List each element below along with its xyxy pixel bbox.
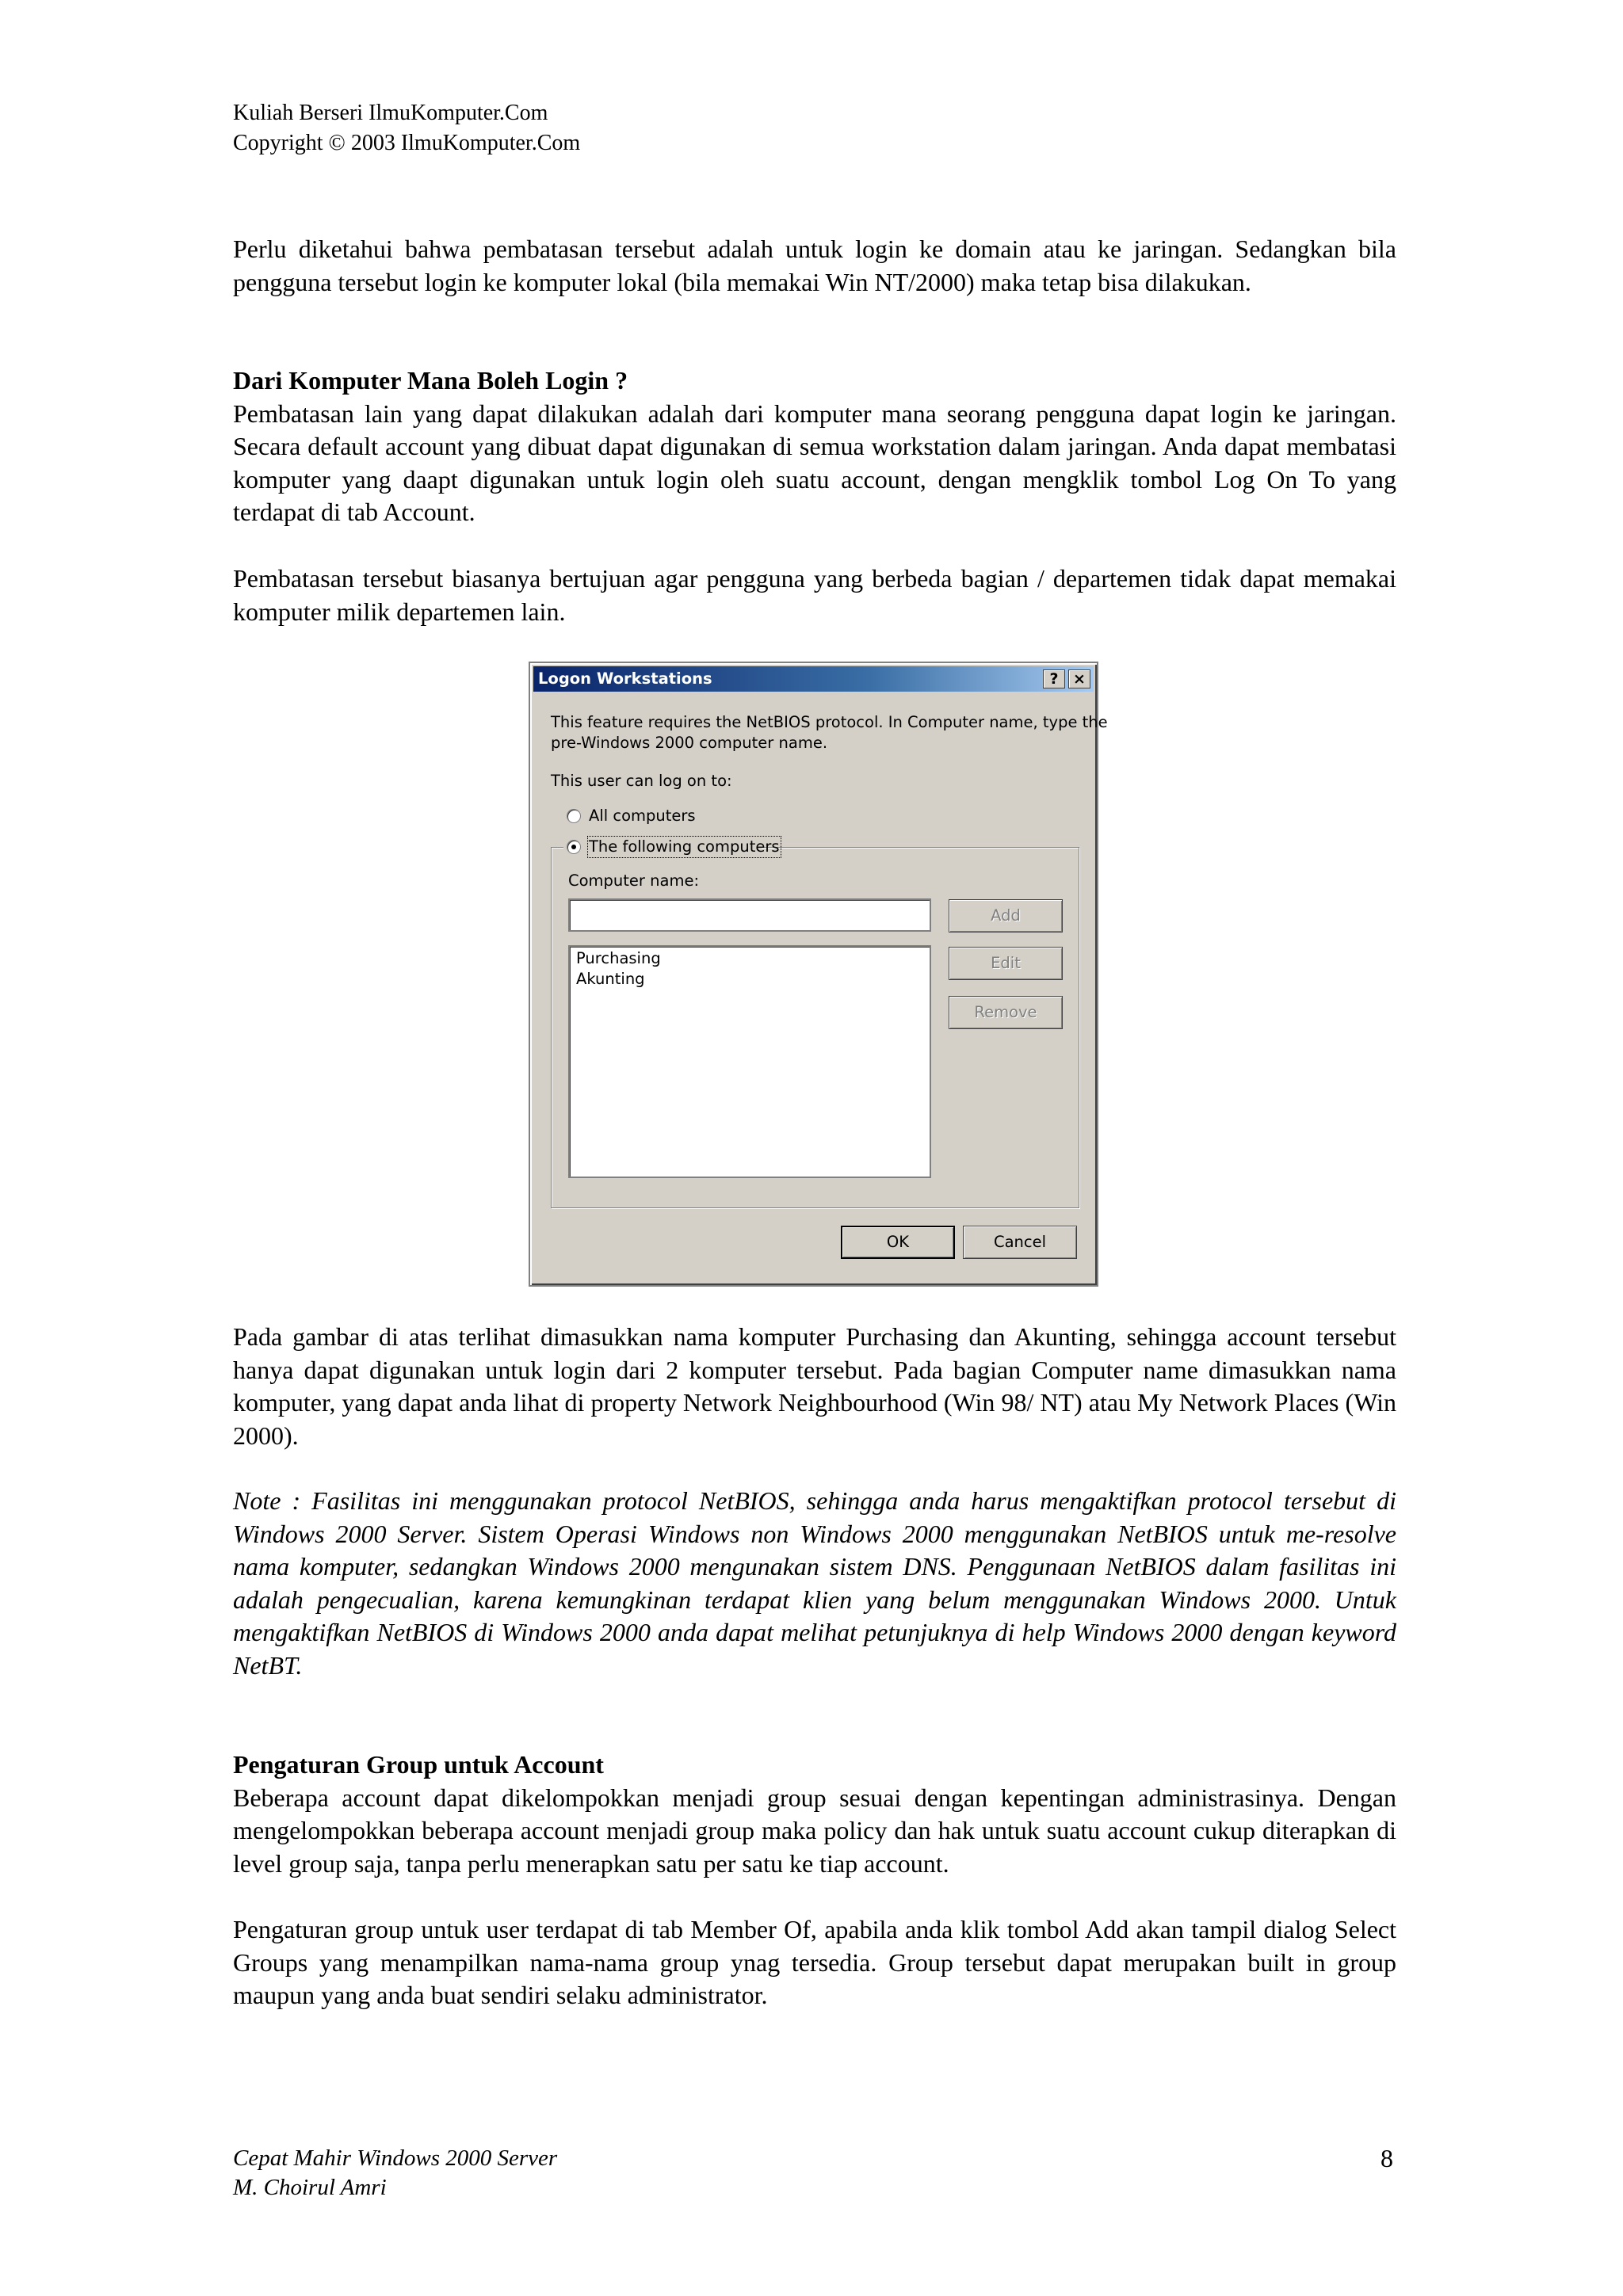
- cancel-button[interactable]: Cancel: [963, 1226, 1077, 1259]
- radio-following-computers[interactable]: [567, 840, 581, 854]
- section-heading: Dari Komputer Mana Boleh Login ?: [233, 366, 628, 395]
- can-log-on-label: This user can log on to:: [551, 772, 732, 790]
- radio-all-computers-label[interactable]: All computers: [589, 807, 696, 825]
- dialog-title-bar: [533, 666, 1094, 692]
- radio-all-computers[interactable]: [567, 809, 581, 823]
- help-button[interactable]: ?: [1043, 669, 1065, 688]
- dialog-title: Logon Workstations: [538, 669, 712, 688]
- page-header: [233, 98, 580, 158]
- note-section: [233, 1485, 1396, 1682]
- paragraph: Pembatasan lain yang dapat dilakukan adalah dari komputer mana seorang pengguna dapat login ke jaringan. Secara default account yang dibuat dapat digunakan di semua workstation dalam jaringan. Anda dapat membatasi komputer yang daapt digunakan untuk login oleh suatu account, dengan mengklik tombol Log On To yang terdapat di tab Account.: [233, 399, 1396, 526]
- remove-button[interactable]: Remove: [949, 996, 1063, 1029]
- add-button[interactable]: Add: [949, 899, 1063, 933]
- ok-button[interactable]: OK: [841, 1226, 955, 1259]
- list-item[interactable]: Purchasing: [576, 949, 661, 967]
- paragraph: Pada gambar di atas terlihat dimasukkan nama komputer Purchasing dan Akunting, sehingga account tersebut hanya dapat digunakan untuk login dari 2 komputer tersebut. Pada bagian Computer name dimasukkan nama komputer, yang dapat anda lihat di property Network Neighbourhood (Win 98/ NT) atau My Network Places (Win 2000).: [233, 1322, 1396, 1450]
- footer-book-title: Cepat Mahir Windows 2000 Server: [233, 2145, 558, 2171]
- dialog-description-line1: This feature requires the NetBIOS protocol. In Computer name, type the: [551, 713, 1108, 731]
- page-number: 8: [1381, 2144, 1393, 2172]
- restriction-purpose-section: [233, 563, 1396, 628]
- edit-button[interactable]: Edit: [949, 947, 1063, 980]
- header-copyright: Copyright © 2003 IlmuKomputer.Com: [233, 131, 581, 155]
- computer-name-label: Computer name:: [568, 871, 700, 890]
- note-paragraph: Note : Fasilitas ini menggunakan protocol NetBIOS, sehingga anda harus mengaktifkan protocol tersebut di Windows 2000 Server. Sistem Operasi Windows non Windows 2000 menggunakan NetBIOS untuk me-resolve nama komputer, sedangkan Windows 2000 mengunakan sistem DNS. Penggunaan NetBIOS dalam fasilitas ini adalah pengecualian, karena kemungkinan terdapat klien yang belum menggunakan Windows 2000. Untuk mengaktifkan NetBIOS di Windows 2000 anda dapat melihat petunjuknya di help Windows 2000 dengan keyword NetBT.: [233, 1486, 1396, 1680]
- figure-explanation-section: [233, 1321, 1396, 1452]
- group-settings-section: [233, 1749, 1396, 1880]
- intro-section: [233, 233, 1396, 299]
- paragraph: Beberapa account dapat dikelompokkan menjadi group sesuai dengan kepentingan administrasinya. Dengan mengelompokkan beberapa account menjadi group maka policy dan hak untuk suatu account cukup diterapkan di level group saja, tanpa perlu menerapkan satu per satu ke tiap account.: [233, 1783, 1396, 1878]
- computer-list[interactable]: [568, 945, 931, 1178]
- paragraph: Pengaturan group untuk user terdapat di tab Member Of, apabila anda klik tombol Add akan tampil dialog Select Groups yang menampilkan nama-nama group ynag tersedia. Group tersebut dapat merupakan built in group maupun yang anda buat sendiri selaku administrator.: [233, 1915, 1396, 2009]
- paragraph: Perlu diketahui bahwa pembatasan tersebut adalah untuk login ke domain atau ke jaringan. Sedangkan bila pengguna tersebut login ke komputer lokal (bila memakai Win NT/2000) maka tetap bisa dilakukan.: [233, 235, 1396, 296]
- section-heading: Pengaturan Group untuk Account: [233, 1750, 604, 1779]
- dialog-description-line2: pre-Windows 2000 computer name.: [551, 734, 828, 752]
- header-series-title: Kuliah Berseri IlmuKomputer.Com: [233, 101, 548, 125]
- member-of-section: [233, 1913, 1396, 2012]
- close-button[interactable]: ×: [1068, 669, 1090, 688]
- login-restriction-section: [233, 364, 1396, 529]
- logon-workstations-dialog: [529, 662, 1108, 1287]
- computer-name-input[interactable]: [568, 898, 931, 932]
- footer-author: M. Choirul Amri: [233, 2175, 387, 2200]
- paragraph: Pembatasan tersebut biasanya bertujuan agar pengguna yang berbeda bagian / departemen tidak dapat memakai komputer milik departemen lain.: [233, 564, 1396, 626]
- list-item[interactable]: Akunting: [576, 970, 645, 988]
- radio-following-computers-label[interactable]: The following computers: [589, 837, 780, 856]
- page-footer: [233, 2144, 557, 2203]
